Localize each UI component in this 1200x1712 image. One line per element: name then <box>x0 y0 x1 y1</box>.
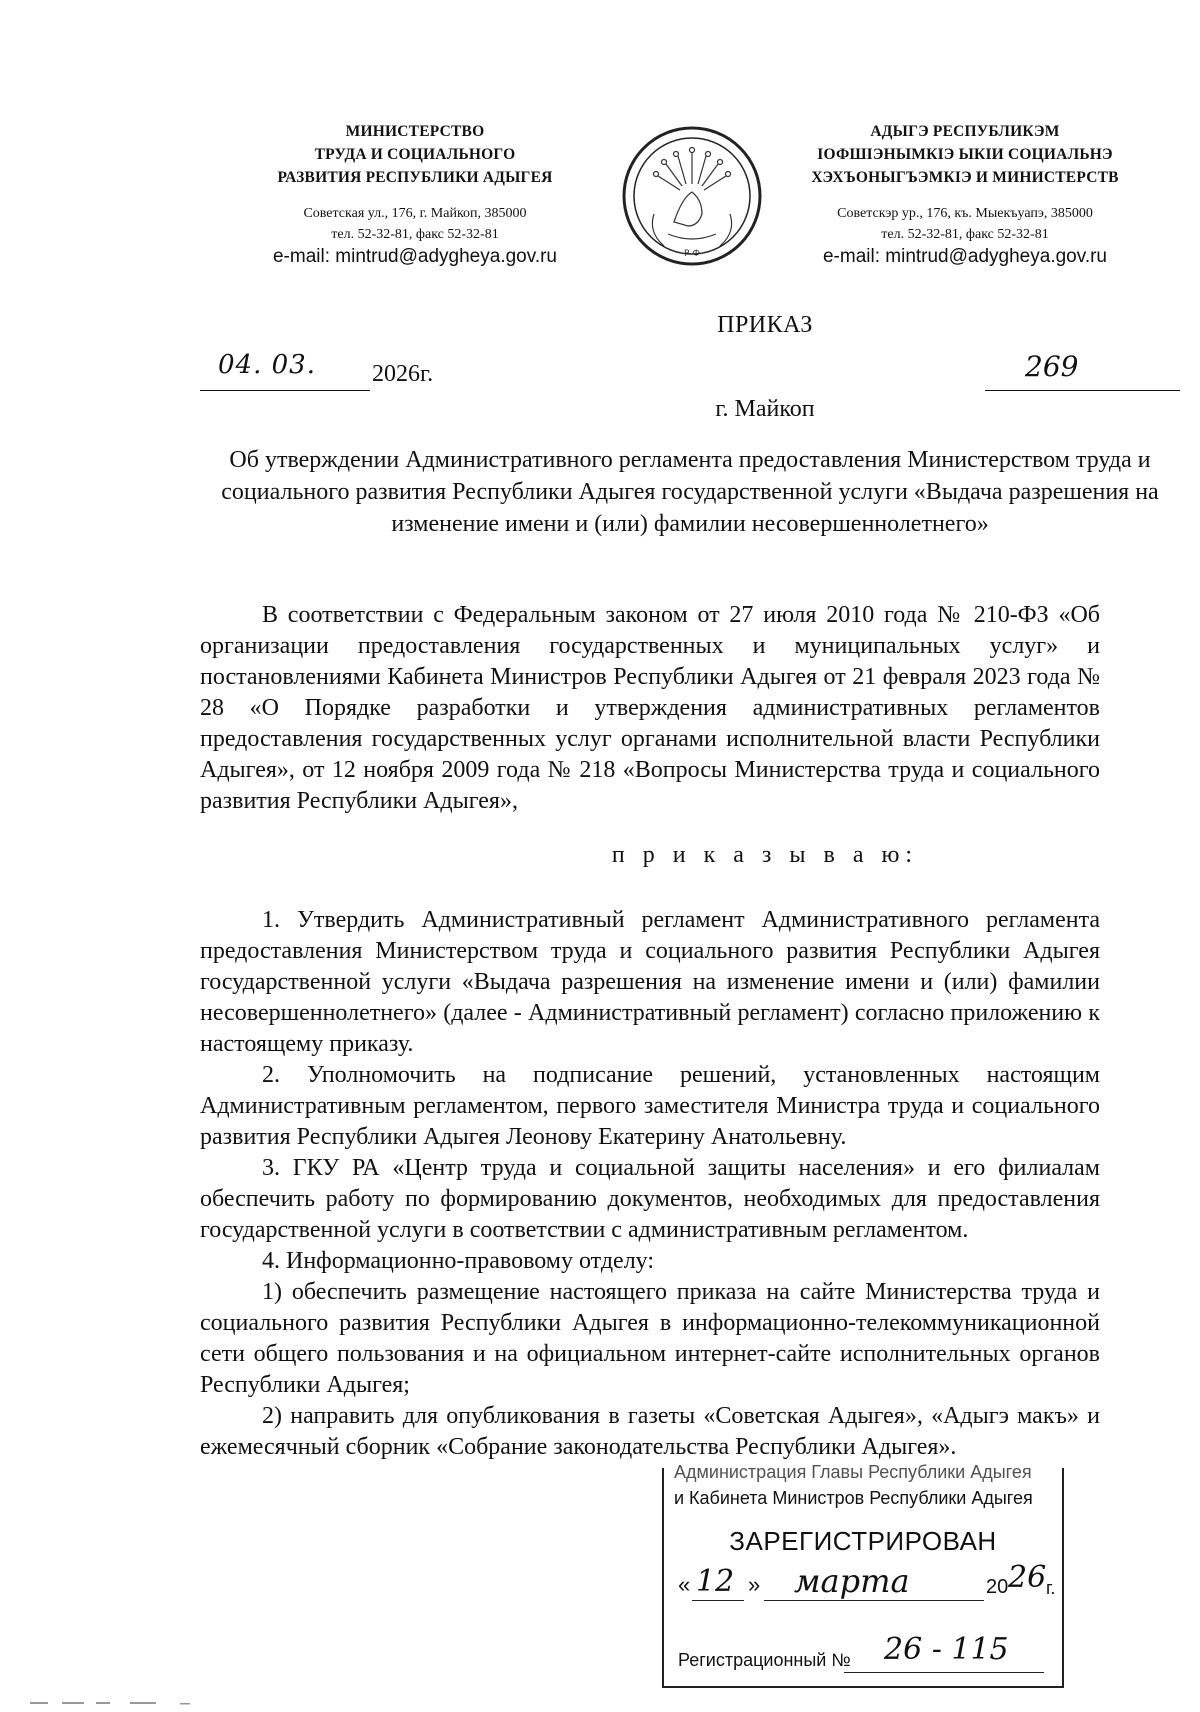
order-item: 3. ГКУ РА «Центр труда и социальной защиты населения» и его филиалам обеспечить работу по формированию документов, необходимых для предоставления государственной услуги в соответствии с административным регламентом. <box>200 1155 1100 1243</box>
handwritten-number: 269 <box>1025 350 1079 383</box>
order-word: п р и к а з ы в а ю: <box>611 842 919 868</box>
registration-stamp <box>662 1462 1064 1688</box>
email: e-mail: mintrud@adygheya.gov.ru <box>822 246 1107 267</box>
header-left <box>215 120 615 269</box>
org-name-line: ТРУДА И СОЦИАЛЬНОГО <box>314 146 516 163</box>
stamp-quote-open: « <box>678 1572 691 1597</box>
city: г. Майкоп <box>715 396 815 422</box>
stamp-day-underline <box>692 1600 744 1601</box>
document-subject: Об утверждении Административного регламента предоставления Министерством труда и социального развития Республики Адыгея государственной услуги «Выдача разрешения на изменение имени и (или) фамилии несовершеннолетнего» <box>221 447 1159 537</box>
stamp-quote-close: » <box>748 1572 761 1597</box>
date-year: 2026г. <box>372 361 434 387</box>
order-item: 4. Информационно-правовому отделу: <box>262 1248 655 1274</box>
stamp-year-prefix: 20 <box>986 1576 1009 1598</box>
svg-text:Р Ф: Р Ф <box>683 249 701 259</box>
org-name-line: ХЭХЪОНЫГЪЭМКIЭ И МИНИСТЕРСТВ <box>811 169 1119 186</box>
scan-artifacts <box>0 1692 1200 1712</box>
order-item: 1. Утвердить Административный регламент Административного регламента предоставления Министерством труда и социального развития Республики Адыгея государственной услуги «Выдача разрешения на изменение имени и (или) фамилии несовершеннолетнего» (далее - Административный регламент) согласно приложению к настоящему приказу. <box>200 907 1100 1057</box>
coat-of-arms-emblem <box>618 122 766 270</box>
handwritten-date: 04. 03. <box>218 350 316 380</box>
address: Советская ул., 176, г. Майкоп, 385000 <box>303 206 527 221</box>
order-subitem: 2) направить для опубликования в газеты «Советская Адыгея», «Адыгэ макъ» и ежемесячный сборник «Собрание законодательства Республики Адыгея». <box>200 1403 1100 1460</box>
stamp-year: 26 <box>1008 1560 1047 1595</box>
document-type-title: ПРИКАЗ <box>717 312 813 338</box>
org-name-line: IОФШIЭНЫМКIЭ ЫКIИ СОЦИАЛЬНЭ <box>817 146 1113 163</box>
header-right <box>770 120 1160 269</box>
order-items <box>200 905 1100 1463</box>
stamp-authority-line: Администрация Главы Республики Адыгея <box>674 1462 1032 1482</box>
stamp-reg-number: 26 - 115 <box>884 1632 1009 1667</box>
order-item: 2. Уполномочить на подписание решений, установленных настоящим Административным регламентом, первого заместителя Министра труда и социального развития Республики Адыгея Леонову Екатерину Анатольевну. <box>200 1062 1100 1150</box>
email: e-mail: mintrud@adygheya.gov.ru <box>272 246 557 267</box>
stamp-status: ЗАРЕГИСТРИРОВАН <box>729 1526 997 1556</box>
org-name-line: АДЫГЭ РЕСПУБЛИКЭМ <box>870 123 1060 140</box>
date-number-row <box>200 350 1180 396</box>
stamp-reg-label: Регистрационный № <box>678 1650 851 1670</box>
stamp-reg-underline <box>844 1672 1044 1673</box>
org-name-line: РАЗВИТИЯ РЕСПУБЛИКИ АДЫГЕЯ <box>277 169 553 186</box>
stamp-month-underline <box>764 1600 984 1601</box>
preamble-paragraph <box>200 600 1100 817</box>
org-name-line: МИНИСТЕРСТВО <box>345 123 485 140</box>
number-underline <box>985 356 1180 391</box>
stamp-year-suffix: г. <box>1046 1578 1056 1598</box>
order-subitem: 1) обеспечить размещение настоящего приказа на сайте Министерства труда и социального развития Республики Адыгея в информационно-телекоммуникационной сети общего пользования и на официальном интернет-сайте исполнительных органов Республики Адыгея; <box>200 1279 1100 1398</box>
stamp-day: 12 <box>696 1564 735 1599</box>
stamp-month: марта <box>794 1562 910 1600</box>
phone: тел. 52-32-81, факс 52-32-81 <box>881 227 1049 242</box>
stamp-authority-line: и Кабинета Министров Республики Адыгея <box>674 1488 1033 1508</box>
phone: тел. 52-32-81, факс 52-32-81 <box>331 227 499 242</box>
preamble-text: В соответствии с Федеральным законом от 27 июля 2010 года № 210-ФЗ «Об организации предоставления государственных и муниципальных услуг» и постановлениями Кабинета Министров Республики Адыгея от 21 февраля 2023 года № 28 «О Порядке разработки и утверждения административных регламентов предоставления государственных услуг органами исполнительной власти Республики Адыгея», от 12 ноября 2009 года № 218 «Вопросы Министерства труда и социального развития Республики Адыгея», <box>200 602 1100 814</box>
address: Советскэр ур., 176, къ. Мыекъуапэ, 385000 <box>837 206 1093 221</box>
